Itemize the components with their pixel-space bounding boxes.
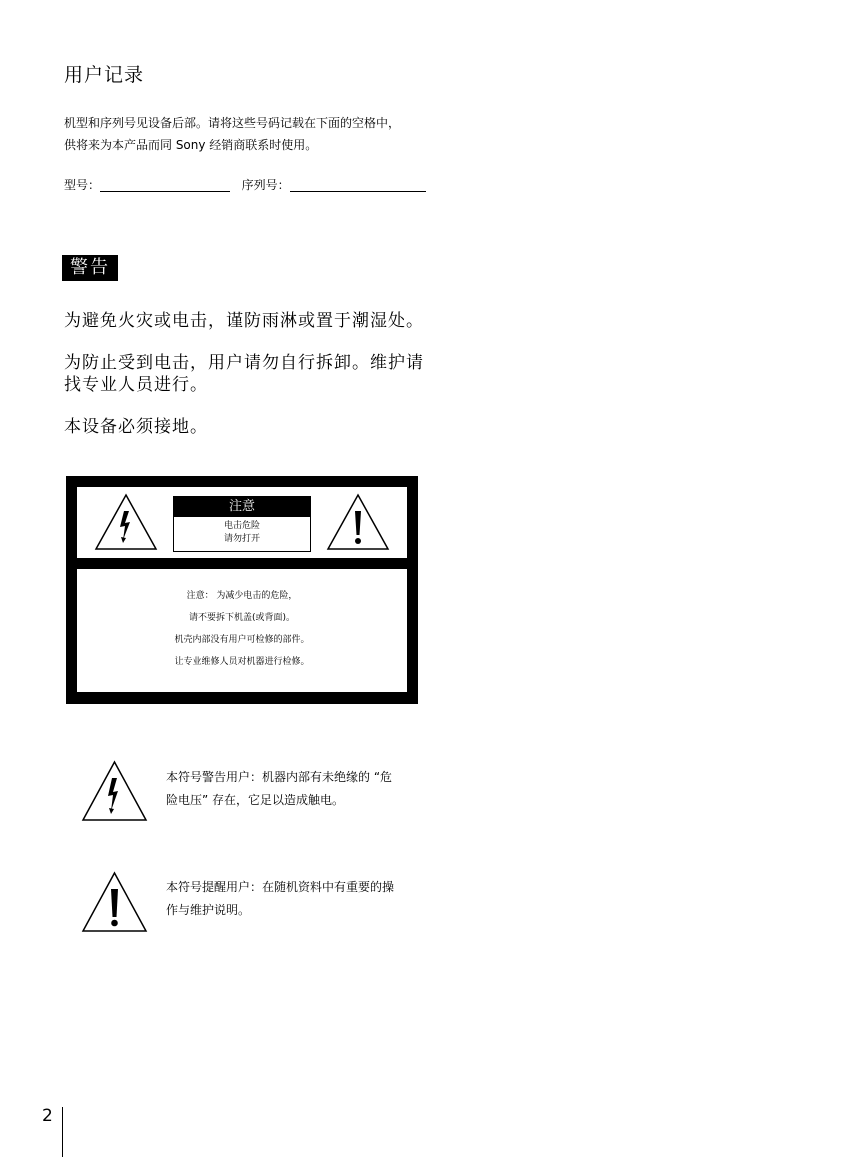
caution-text-3: 机壳内部没有用户可检修的部件。	[174, 635, 310, 645]
warning-fire: 为避免火灾或电击，谨防雨淋或置于潮湿处。	[64, 311, 424, 331]
warning-ground: 本设备必须接地。	[64, 417, 208, 437]
warning-badge: 警告	[62, 255, 118, 281]
exclamation-desc-line-2: 作与维护说明。	[166, 903, 251, 917]
warning-shock-line-1: 为防止受到电击，用户请勿自行拆卸。维护请	[64, 353, 424, 373]
lightning-warning-icon	[81, 760, 148, 822]
exclamation-desc-line-1: 本符号提醒用户：在随机资料中有重要的操	[166, 880, 395, 894]
caution-text-2: 请不要拆下机盖(或背面)。	[188, 613, 296, 623]
page-number: 2	[42, 1106, 53, 1126]
caution-box	[173, 496, 311, 552]
lightning-triangle-icon	[94, 493, 158, 551]
page-number-rule	[62, 1107, 63, 1157]
caution-text-1: 注意： 为减少电击的危险，	[186, 591, 298, 601]
caution-line-1: 电击危险	[223, 521, 260, 531]
caution-line-2: 请勿打开	[223, 534, 260, 544]
lightning-desc-line-2: 险电压” 存在，它足以造成触电。	[166, 793, 345, 807]
caution-title: 注意	[174, 497, 310, 517]
warning-shock	[64, 352, 434, 396]
serial-blank-line	[290, 179, 426, 192]
exclamation-triangle-icon	[326, 493, 390, 551]
lightning-desc-line-1: 本符号警告用户：机器内部有未绝缘的 “危	[166, 770, 393, 784]
record-fields	[64, 176, 426, 193]
intro-line-1: 机型和序列号见设备后部。请将这些号码记载在下面的空格中，	[64, 116, 401, 130]
serial-label: 序列号：	[241, 178, 290, 192]
model-blank-line	[100, 179, 230, 192]
model-label: 型号：	[64, 178, 101, 192]
caution-label-top	[77, 487, 407, 558]
exclamation-symbol-description	[166, 876, 422, 922]
exclamation-warning-icon	[81, 871, 148, 933]
intro-line-2: 供将来为本产品而同 Sony 经销商联系时使用。	[64, 138, 318, 152]
caution-label-bottom	[77, 569, 407, 692]
intro-paragraph	[64, 112, 444, 156]
lightning-symbol-description	[166, 766, 422, 812]
warning-shock-line-2: 找专业人员进行。	[64, 375, 208, 395]
page-title: 用户记录	[64, 64, 145, 86]
caution-text-4: 让专业维修人员对机器进行检修。	[174, 657, 310, 667]
caution-label	[66, 476, 418, 704]
